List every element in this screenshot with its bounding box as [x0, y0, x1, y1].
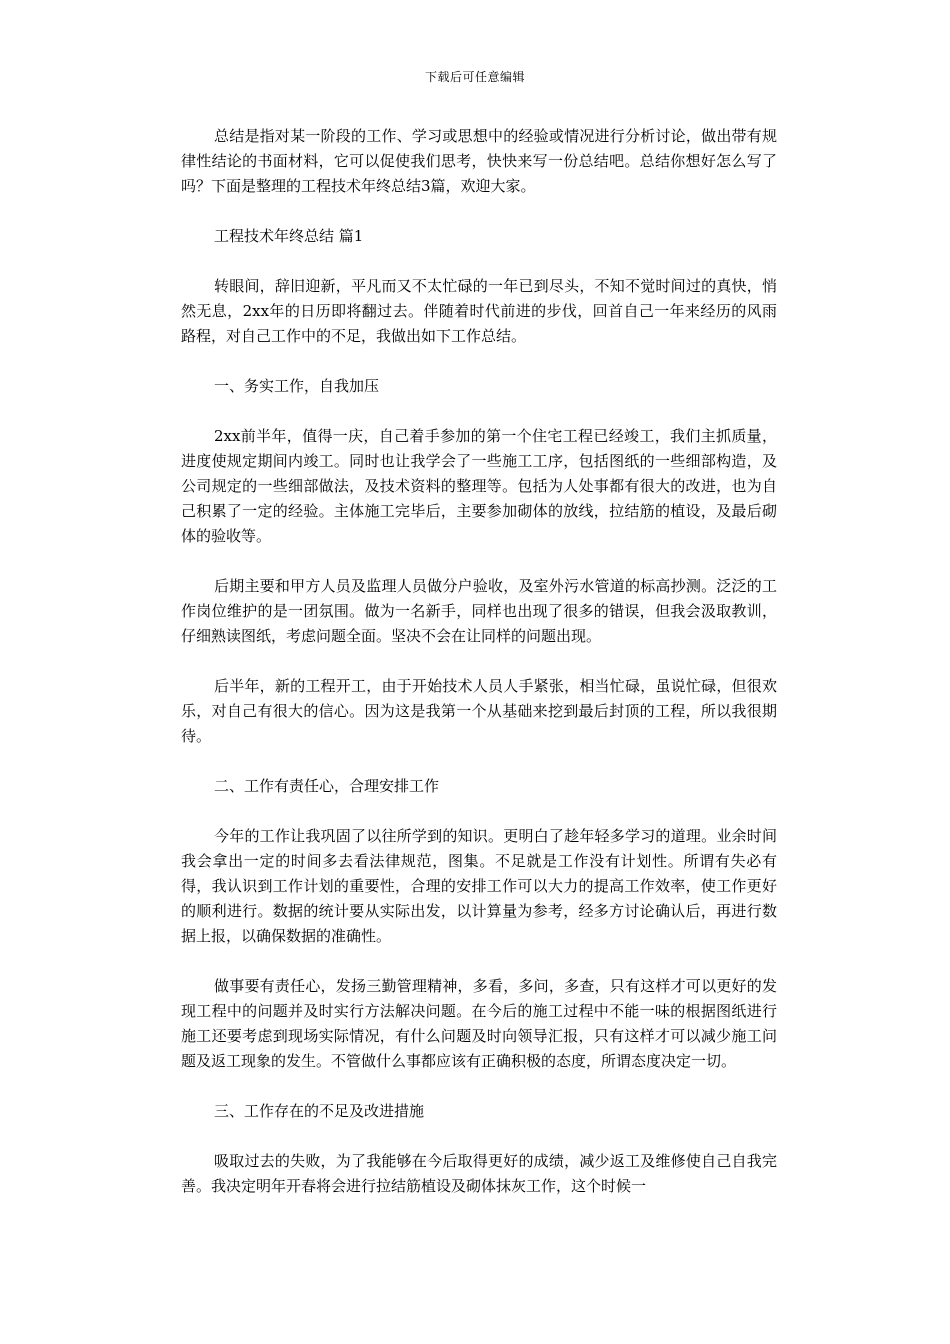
subheading-two: 二、工作有责任心，合理安排工作	[214, 777, 440, 795]
intro-paragraph: 总结是指对某一阶段的工作、学习或思想中的经验或情况进行分析讨论，做出带有规律性结论的书面材料，它可以促使我们思考，快快来写一份总结吧。总结你想好怎么写了吗？下面是整理的工程技术年终总结3篇，欢迎大家。	[181, 127, 777, 195]
document-body	[181, 124, 777, 1199]
body-paragraph: 后半年，新的工程开工，由于开始技术人员人手紧张，相当忙碌，虽说忙碌，但很欢乐，对自己有很大的信心。因为这是我第一个从基础来挖到最后封顶的工程，所以我很期待。	[181, 677, 777, 745]
section-title: 工程技术年终总结 篇1	[214, 227, 364, 245]
subheading-one: 一、务实工作，自我加压	[214, 377, 380, 395]
subheading-three: 三、工作存在的不足及改进措施	[214, 1102, 425, 1120]
body-paragraph: 做事要有责任心，发扬三勤管理精神，多看，多问，多查，只有这样才可以更好的发现工程中的问题并及时实行方法解决问题。在今后的施工过程中不能一味的根据图纸进行施工还要考虑到现场实际情况，有什么问题及时向领导汇报，只有这样才可以减少施工问题及返工现象的发生。不管做什么事都应该有正确积极的态度，所谓态度决定一切。	[181, 977, 777, 1070]
editable-notice: 下载后可任意编辑	[424, 70, 525, 84]
body-paragraph: 吸取过去的失败，为了我能够在今后取得更好的成绩，减少返工及维修使自己自我完善。我决定明年开春将会进行拉结筋植设及砌体抹灰工作，这个时候一	[181, 1152, 777, 1195]
body-paragraph: 转眼间，辞旧迎新，平凡而又不太忙碌的一年已到尽头，不知不觉时间过的真快，悄然无息，2xx年的日历即将翻过去。伴随着时代前进的步伐，回首自己一年来经历的风雨路程，对自己工作中的不足，我做出如下工作总结。	[181, 277, 777, 345]
body-paragraph: 后期主要和甲方人员及监理人员做分户验收，及室外污水管道的标高抄测。泛泛的工作岗位维护的是一团氛围。做为一名新手，同样也出现了很多的错误，但我会汲取教训，仔细熟读图纸，考虑问题全面。坚决不会在让同样的问题出现。	[181, 577, 777, 645]
body-paragraph: 今年的工作让我巩固了以往所学到的知识。更明白了趁年轻多学习的道理。业余时间我会拿出一定的时间多去看法律规范，图集。不足就是工作没有计划性。所谓有失必有得，我认识到工作计划的重要性，合理的安排工作可以大力的提高工作效率，使工作更好的顺利进行。数据的统计要从实际出发，以计算量为参考，经多方讨论确认后，再进行数据上报，以确保数据的准确性。	[181, 827, 777, 945]
body-paragraph: 2xx前半年，值得一庆，自己着手参加的第一个住宅工程已经竣工，我们主抓质量，进度使规定期间内竣工。同时也让我学会了一些施工工序，包括图纸的一些细部构造，及公司规定的一些细部做法，及技术资料的整理等。包括为人处事都有很大的改进，也为自己积累了一定的经验。主体施工完毕后，主要参加砌体的放线，拉结筋的植设，及最后砌体的验收等。	[181, 427, 777, 545]
